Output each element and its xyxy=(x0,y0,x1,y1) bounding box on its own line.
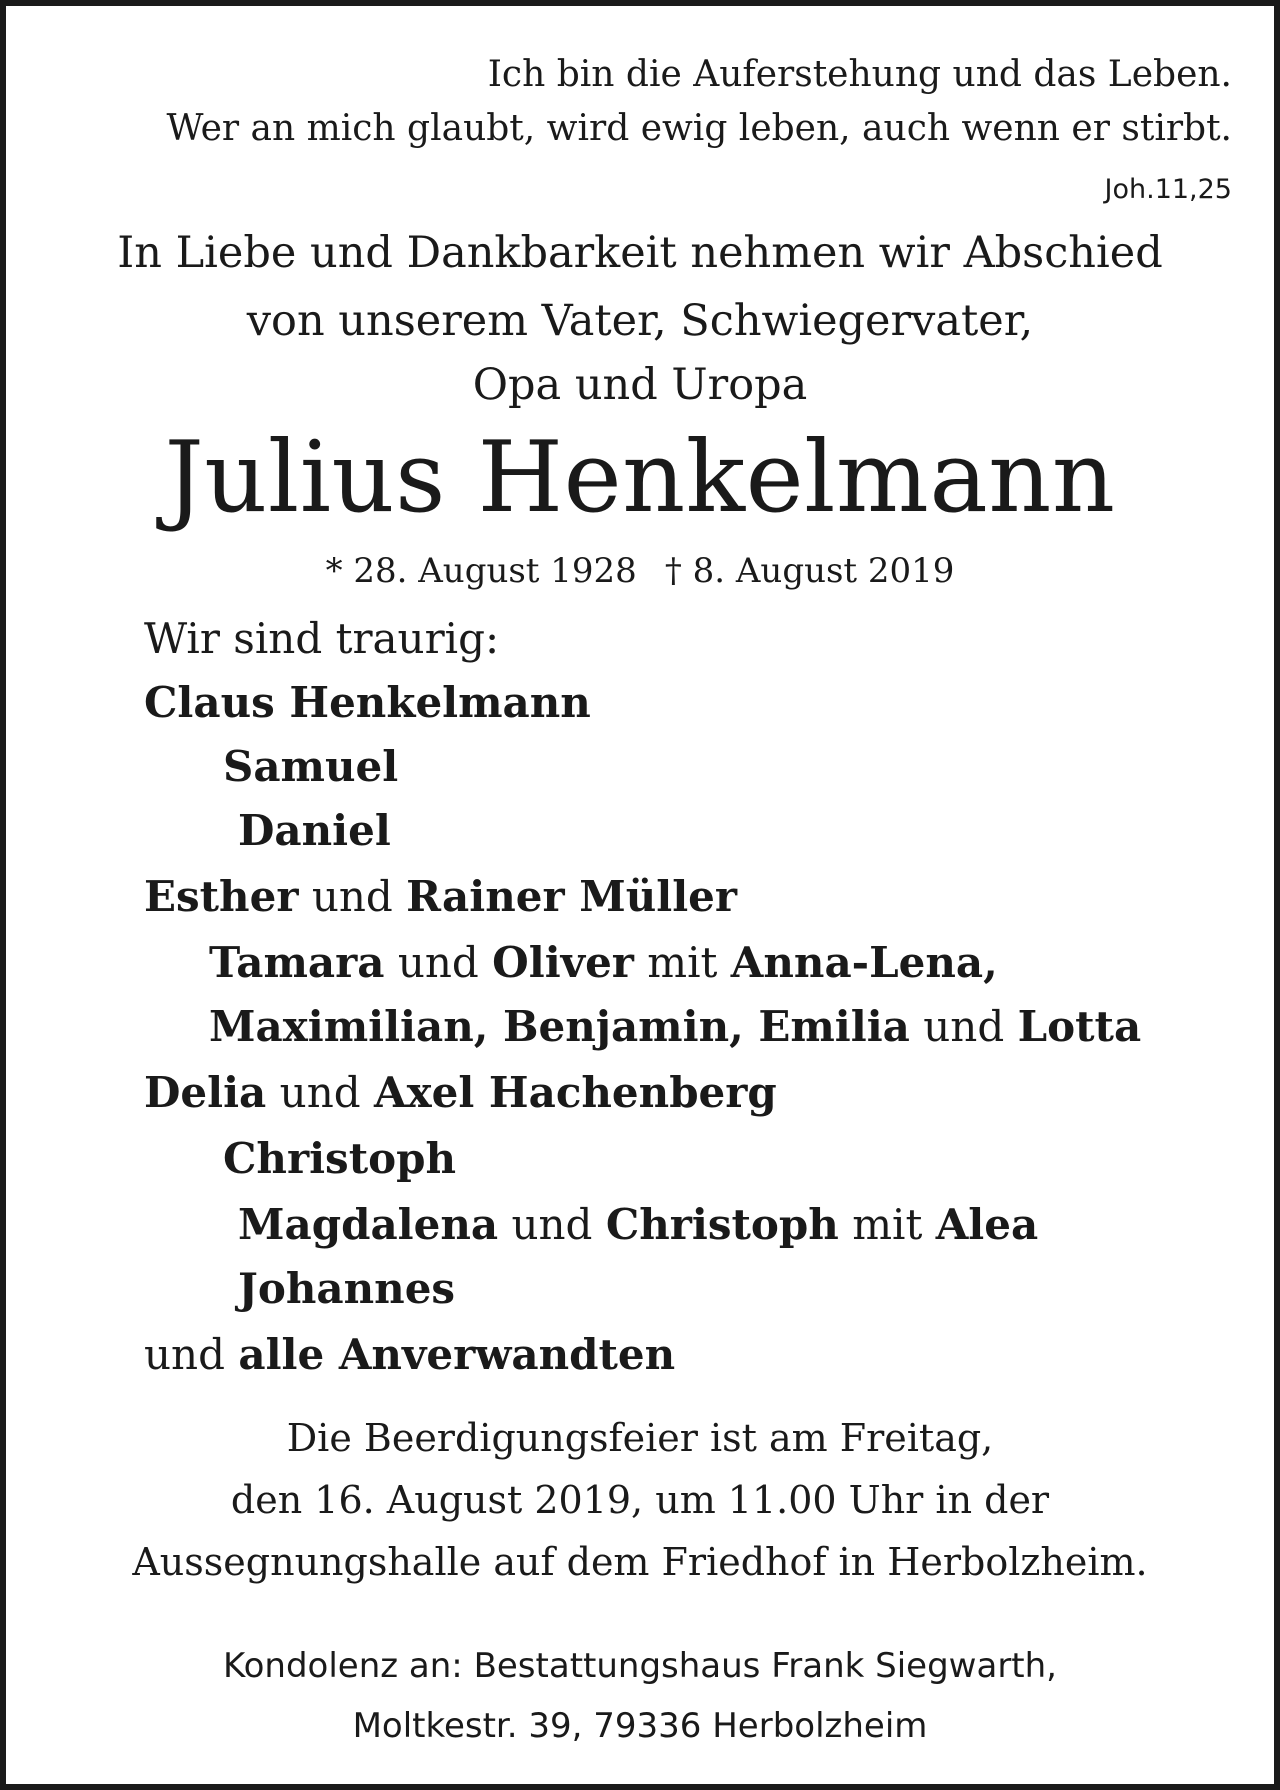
mourner-name: Alea xyxy=(935,1200,1039,1249)
bible-verse-line-1: Ich bin die Auferstehung und das Leben. xyxy=(487,54,1232,95)
mourner-name: Daniel xyxy=(238,806,391,855)
connector-text: und xyxy=(311,872,393,921)
condolence-line-2: Moltkestr. 39, 79336 Herbolzheim xyxy=(352,1706,928,1746)
mourner-row xyxy=(238,806,391,855)
birth-date: * 28. August 1928 xyxy=(325,551,637,591)
mourner-name: Christoph xyxy=(605,1200,839,1249)
mourner-row xyxy=(144,1330,675,1379)
connector-text: mit xyxy=(852,1200,923,1249)
condolence-line-1: Kondolenz an: Bestattungshaus Frank Siegwarth, xyxy=(223,1646,1057,1686)
mourner-row xyxy=(144,678,591,727)
mourner-row xyxy=(209,938,998,987)
funeral-info-line-2: den 16. August 2019, um 11.00 Uhr in der xyxy=(230,1478,1050,1522)
mourner-row xyxy=(144,872,737,921)
mourner-row xyxy=(223,1134,456,1183)
deceased-name: Julius Henkelmann xyxy=(164,421,1116,535)
mourner-name: Lotta xyxy=(1017,1002,1142,1051)
connector-text: und xyxy=(144,1330,225,1379)
farewell-intro-line-3: Opa und Uropa xyxy=(472,360,808,410)
mourner-name: Oliver xyxy=(492,938,634,987)
funeral-info-line-3: Aussegnungshalle auf dem Friedhof in Herbolzheim. xyxy=(132,1540,1148,1584)
connector-text: und xyxy=(923,1002,1005,1051)
mourner-row xyxy=(223,742,398,791)
connector-text: und xyxy=(511,1200,593,1249)
mourner-row xyxy=(238,1264,455,1313)
mourner-name: Tamara xyxy=(209,938,385,987)
farewell-intro-line-2: von unserem Vater, Schwiegervater, xyxy=(246,296,1034,346)
connector-text: und xyxy=(279,1068,361,1117)
life-dates xyxy=(6,551,1274,591)
mourner-name: Magdalena xyxy=(238,1200,499,1249)
mourner-name: Christoph xyxy=(223,1134,457,1183)
farewell-intro-line-1: In Liebe und Dankbarkeit nehmen wir Abschied xyxy=(117,228,1163,278)
mourner-name: Maximilian, Benjamin, Emilia xyxy=(209,1002,910,1051)
death-date: † 8. August 2019 xyxy=(664,551,955,591)
mourner-name: Rainer Müller xyxy=(406,872,738,921)
mourner-name: Esther xyxy=(144,872,299,921)
mourner-name: Delia xyxy=(144,1068,267,1117)
mourner-row xyxy=(209,1002,1141,1051)
mourner-name: Anna-Lena, xyxy=(730,938,998,987)
connector-text: mit xyxy=(647,938,718,987)
connector-text: und xyxy=(397,938,479,987)
mourner-name: alle Anverwandten xyxy=(238,1330,676,1379)
mourner-name: Claus Henkelmann xyxy=(144,678,591,727)
funeral-info-line-1: Die Beerdigungsfeier ist am Freitag, xyxy=(286,1416,994,1460)
bible-verse-line-2: Wer an mich glaubt, wird ewig leben, auch wenn er stirbt. xyxy=(166,108,1232,149)
mourners-heading: Wir sind traurig: xyxy=(144,614,500,663)
mourner-name: Axel Hachenberg xyxy=(374,1068,777,1117)
mourner-row xyxy=(238,1200,1038,1249)
mourner-name: Johannes xyxy=(238,1264,456,1313)
bible-verse-reference: Joh.11,25 xyxy=(1104,174,1232,205)
mourner-row xyxy=(144,1068,777,1117)
mourner-name: Samuel xyxy=(223,742,399,791)
